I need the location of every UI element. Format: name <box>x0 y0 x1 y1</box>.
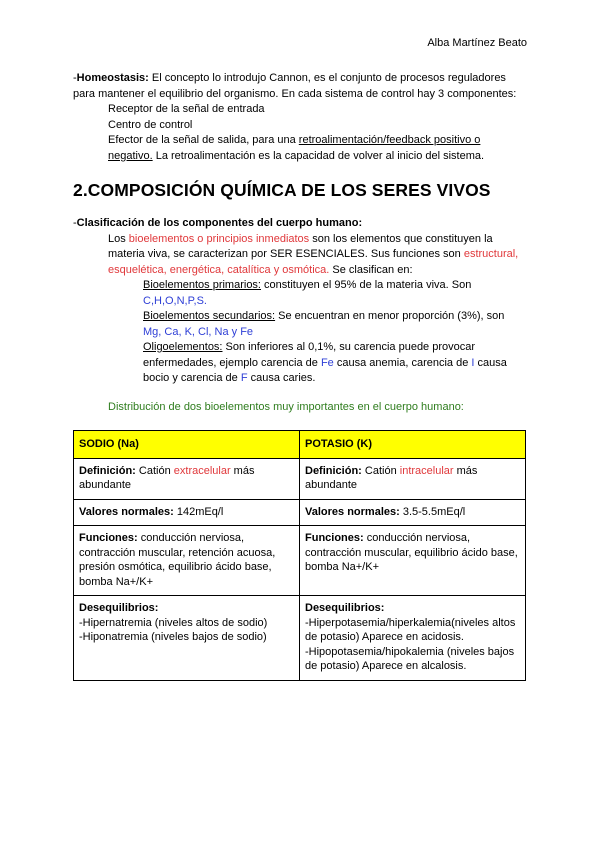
table-row <box>74 526 526 596</box>
homeostasis-line-2: para mantener el equilibrio del organismo. En cada sistema de control hay 3 componentes: <box>73 87 517 100</box>
homeostasis-components <box>73 102 533 164</box>
table-row <box>74 499 526 526</box>
clasificacion-section <box>73 216 543 387</box>
table-row <box>74 458 526 499</box>
distribucion-caption: Distribución de dos bioelementos muy importantes en el cuerpo humano: <box>108 401 464 413</box>
sodio-header: SODIO (Na) <box>74 431 300 459</box>
potasio-desequilibrios: Desequilibrios: -Hiperpotasemia/hiperkalemia(niveles altos de potasio) Aparece en acidosis. -Hipopotasemia/hipokalemia (niveles bajos de potasio) Aparece en alcalosis. <box>300 596 526 681</box>
sodio-funciones: Funciones: conducción nerviosa, contracción muscular, retención acuosa, presión osmótica, equilibrio ácido base, bomba Na+/K+ <box>74 526 300 596</box>
clasificacion-heading: -Clasificación de los componentes del cuerpo humano: <box>73 217 363 229</box>
potasio-funciones: Funciones: conducción nerviosa, contracción muscular, equilibrio ácido base, bomba Na+/K+ <box>300 526 526 596</box>
primarios-label: Bioelementos primarios: <box>143 279 261 291</box>
oligo-line-3: bocio y carencia de F causa caries. <box>143 372 316 384</box>
table-row <box>74 596 526 681</box>
component-receptor: Receptor de la señal de entrada <box>108 103 265 115</box>
sodio-desequilibrios: Desequilibrios: -Hipernatremia (niveles altos de sodio) -Hiponatremia (niveles bajos de sodio) <box>74 596 300 681</box>
potasio-definicion: Definición: Catión intracelular más abundante <box>300 458 526 499</box>
oligo-label: Oligoelementos: <box>143 341 223 353</box>
oligo-line-2: enfermedades, ejemplo carencia de Fe causa anemia, carencia de I causa <box>143 356 507 369</box>
homeostasis-term: Homeostasis: <box>76 72 149 84</box>
component-efector: Efector de la señal de salida, para una retroalimentación/feedback positivo o <box>108 134 481 146</box>
potasio-header: POTASIO (K) <box>300 431 526 459</box>
sodio-definicion: Definición: Catión extracelular más abundante <box>74 458 300 499</box>
component-efector-cont: negativo. La retroalimentación es la capacidad de volver al inicio del sistema. <box>108 149 485 162</box>
homeostasis-text-1: El concepto lo introdujo Cannon, es el conjunto de procesos reguladores <box>148 72 506 84</box>
secundarios-line: Bioelementos secundarios: Se encuentran en menor proporción (3%), son <box>143 310 505 322</box>
component-centro: Centro de control <box>108 118 193 131</box>
table-row <box>74 431 526 459</box>
bioelementos-types <box>108 278 543 387</box>
bullet-dash: - <box>73 72 77 84</box>
homeostasis-line-1 <box>73 71 533 87</box>
section-2-title: 2.COMPOSICIÓN QUÍMICA DE LOS SERES VIVOS <box>73 180 491 200</box>
primarios-line: Bioelementos primarios: constituyen el 95% de la materia viva. Son <box>143 279 472 291</box>
potasio-valores: Valores normales: 3.5-5.5mEq/l <box>300 499 526 526</box>
feedback-underlined: retroalimentación/feedback positivo o <box>298 134 481 146</box>
bioelementos-table <box>73 430 526 681</box>
bioelementos-term: bioelementos o principios inmediatos <box>128 232 310 245</box>
author-name: Alba Martínez Beato <box>427 37 527 49</box>
primarios-list: C,H,O,N,P,S. <box>143 294 207 307</box>
sodio-valores: Valores normales: 142mEq/l <box>74 499 300 526</box>
secundarios-list: Mg, Ca, K, Cl, Na y Fe <box>143 325 254 338</box>
oligo-line-1: Oligoelementos: Son inferiores al 0,1%, su carencia puede provocar <box>143 341 476 353</box>
bioelementos-paragraph: Los bioelementos o principios inmediatos son los elementos que constituyen la materia viva, se caracterizan por SER ESENCIALES. Sus funciones son estructural, esquelética, energética, catalítica y osmótica. Se clasifican en: Bioelementos primarios: constituyen el 95% de la materia viva. Son C,H,O,N,P,S. Bioelementos secundarios: Se encuentran en menor proporción (3%), son Mg, Ca, K, Cl, Na y Fe Oligoelementos: Son inferiores al 0,1%, su carencia puede provocar enfermedades, ejemplo carencia de Fe causa anemia, carencia de I causa bocio y carencia de F causa caries. <box>73 232 543 387</box>
secundarios-label: Bioelementos secundarios: <box>143 310 276 322</box>
homeostasis-paragraph <box>73 71 533 164</box>
